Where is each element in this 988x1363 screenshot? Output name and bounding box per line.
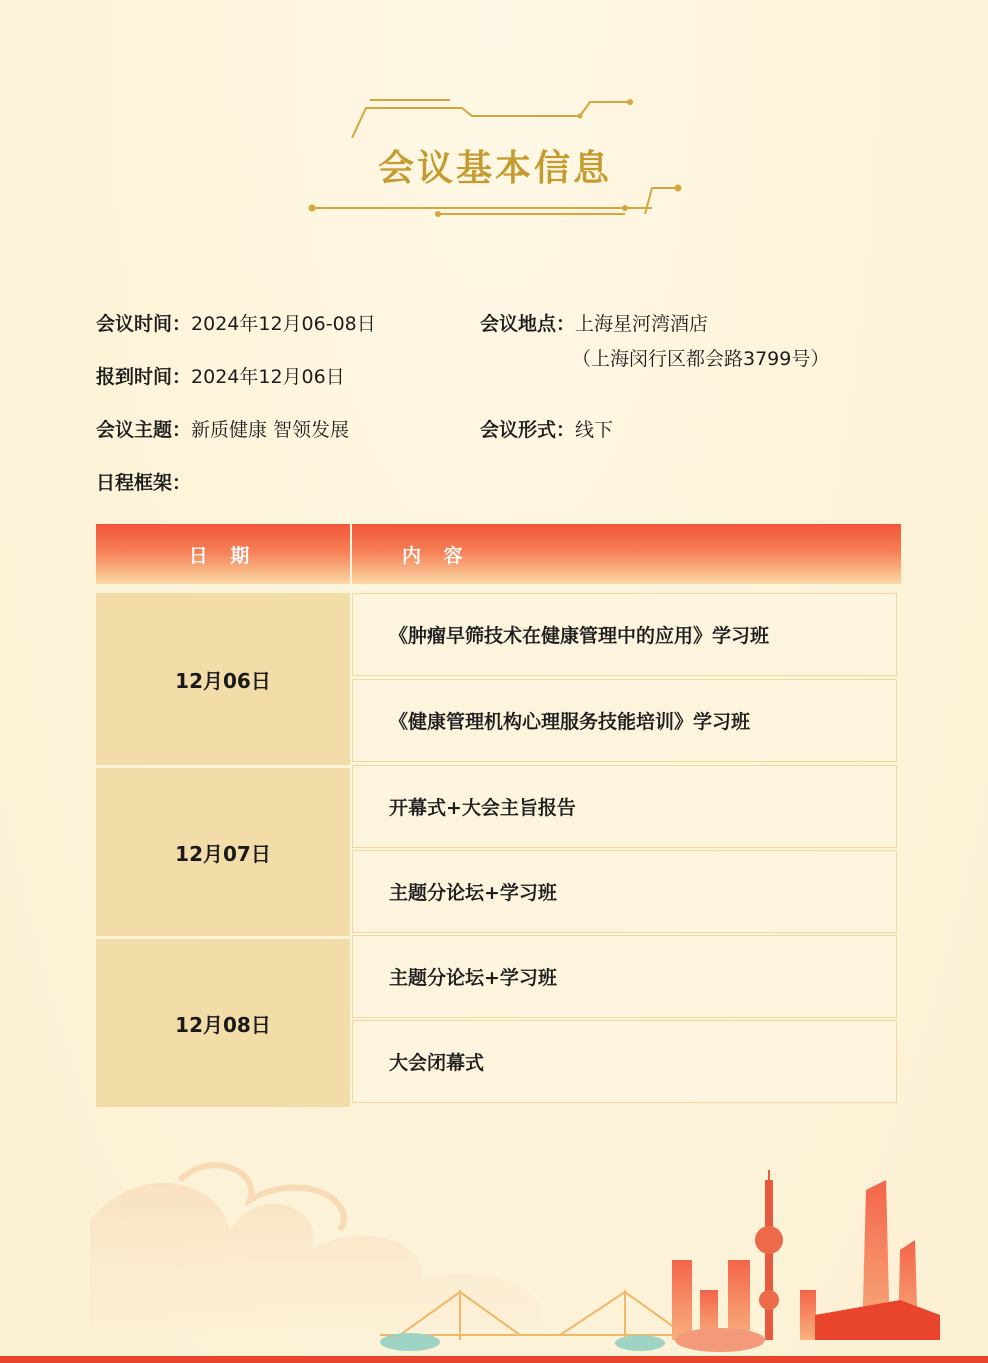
schedule-table <box>96 524 901 1107</box>
meeting-location-value: 上海星河湾酒店 <box>575 313 709 335</box>
date-cell: 12月08日 <box>96 939 350 1107</box>
date-cell: 12月06日 <box>96 593 350 765</box>
schedule-item: 《健康管理机构心理服务技能培训》学习班 <box>352 679 897 762</box>
meeting-theme-value: 新质健康 智领发展 <box>191 419 350 441</box>
schedule-item: 《肿瘤早筛技术在健康管理中的应用》学习班 <box>352 593 897 676</box>
checkin-time-label: 报到时间： <box>96 366 192 388</box>
meeting-theme-label: 会议主题： <box>96 419 192 441</box>
schedule-framework-label: 日程框架： <box>96 472 192 494</box>
meeting-theme <box>96 419 349 441</box>
date-cell: 12月07日 <box>96 768 350 936</box>
schedule-item: 主题分论坛+学习班 <box>352 850 897 933</box>
schedule-item: 主题分论坛+学习班 <box>352 935 897 1018</box>
schedule-item: 大会闭幕式 <box>352 1020 897 1103</box>
table-header-date: 日 期 <box>96 524 350 584</box>
meeting-time <box>96 313 376 335</box>
bottom-accent-bar <box>0 1356 988 1363</box>
meeting-time-label: 会议时间： <box>96 313 192 335</box>
shanghai-skyline-icon <box>0 1140 988 1356</box>
meeting-format-label: 会议形式： <box>480 419 576 441</box>
meeting-location <box>480 313 708 335</box>
table-header-content: 内 容 <box>352 524 901 584</box>
schedule-item: 开幕式+大会主旨报告 <box>352 765 897 848</box>
schedule-framework <box>96 472 191 494</box>
meeting-format <box>480 419 613 441</box>
meeting-location-label: 会议地点： <box>480 313 576 335</box>
meeting-location-address: （上海闵行区都会路3799号） <box>572 348 830 370</box>
checkin-time <box>96 366 345 388</box>
meeting-format-value: 线下 <box>575 419 614 441</box>
checkin-time-value: 2024年12月06日 <box>191 366 345 388</box>
page-title: 会议基本信息 <box>377 148 612 189</box>
meeting-time-value: 2024年12月06-08日 <box>191 313 376 335</box>
